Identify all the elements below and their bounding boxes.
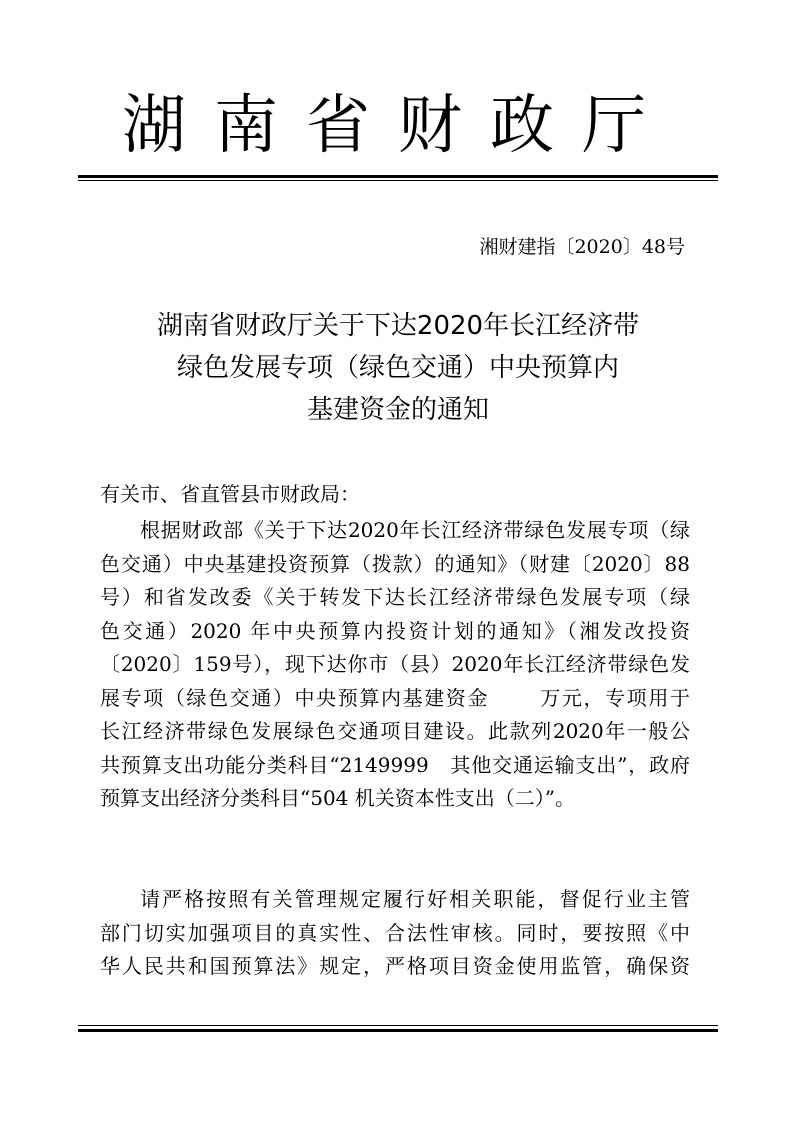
paragraph-line: 〔2020〕159号），现下达你市（县）2020年长江经济带绿色发 (100, 652, 690, 676)
header-rule-thin (78, 180, 718, 181)
addressee (100, 478, 690, 512)
paragraph-2 (100, 883, 690, 984)
title-line: 基建资金的通知 (306, 395, 489, 425)
paragraph-line: 展专项（绿色交通）中央预算内基建资金 万元，专项用于 (100, 685, 690, 710)
paragraph-line: 号）和省发改委《关于转发下达长江经济带绿色发展专项（绿 (100, 585, 690, 609)
paragraph-line: 预算支出经济分类科目“504 机关资本性支出（二）”。 (100, 786, 575, 810)
document-title (78, 305, 718, 431)
paragraph-line: 部门切实加强项目的真实性、合法性审核。同时，要按照《中 (100, 920, 690, 945)
addressee-text: 有关市、省直管县市财政局： (100, 482, 360, 506)
paragraph-line: 色交通）中央基建投资预算（拨款）的通知》（财建〔2020〕88 (100, 551, 690, 576)
paragraph-line: 长江经济带绿色发展绿色交通项目建设。此款列2020年一般公 (100, 719, 690, 743)
paragraph-line: 请严格按照有关管理规定履行好相关职能，督促行业主管 (140, 887, 690, 911)
paragraph-line: 华人民共和国预算法》规定，严格项目资金使用监管，确保资 (100, 954, 690, 978)
title-line: 湖南省财政厅关于下达2020年长江经济带 (156, 311, 640, 341)
title-line: 绿色发展专项（绿色交通）中央预算内 (176, 353, 619, 383)
paragraph-line: 共预算支出功能分类科目“2149999 其他交通运输支出”，政府 (100, 752, 690, 777)
paragraph-1 (100, 514, 690, 816)
footer-rule-thin (78, 1025, 718, 1026)
header-rule-thick (78, 175, 718, 178)
agency-header: 湖南省财政厅 (122, 89, 674, 163)
paragraph-line: 色交通）2020 年中央预算内投资计划的通知》（湘发改投资 (100, 618, 690, 643)
document-number: 湘财建指〔2020〕48号 (479, 236, 685, 258)
paragraph-line: 根据财政部《关于下达2020年长江经济带绿色发展专项（绿 (140, 518, 690, 542)
footer-rule-thick (78, 1029, 718, 1032)
